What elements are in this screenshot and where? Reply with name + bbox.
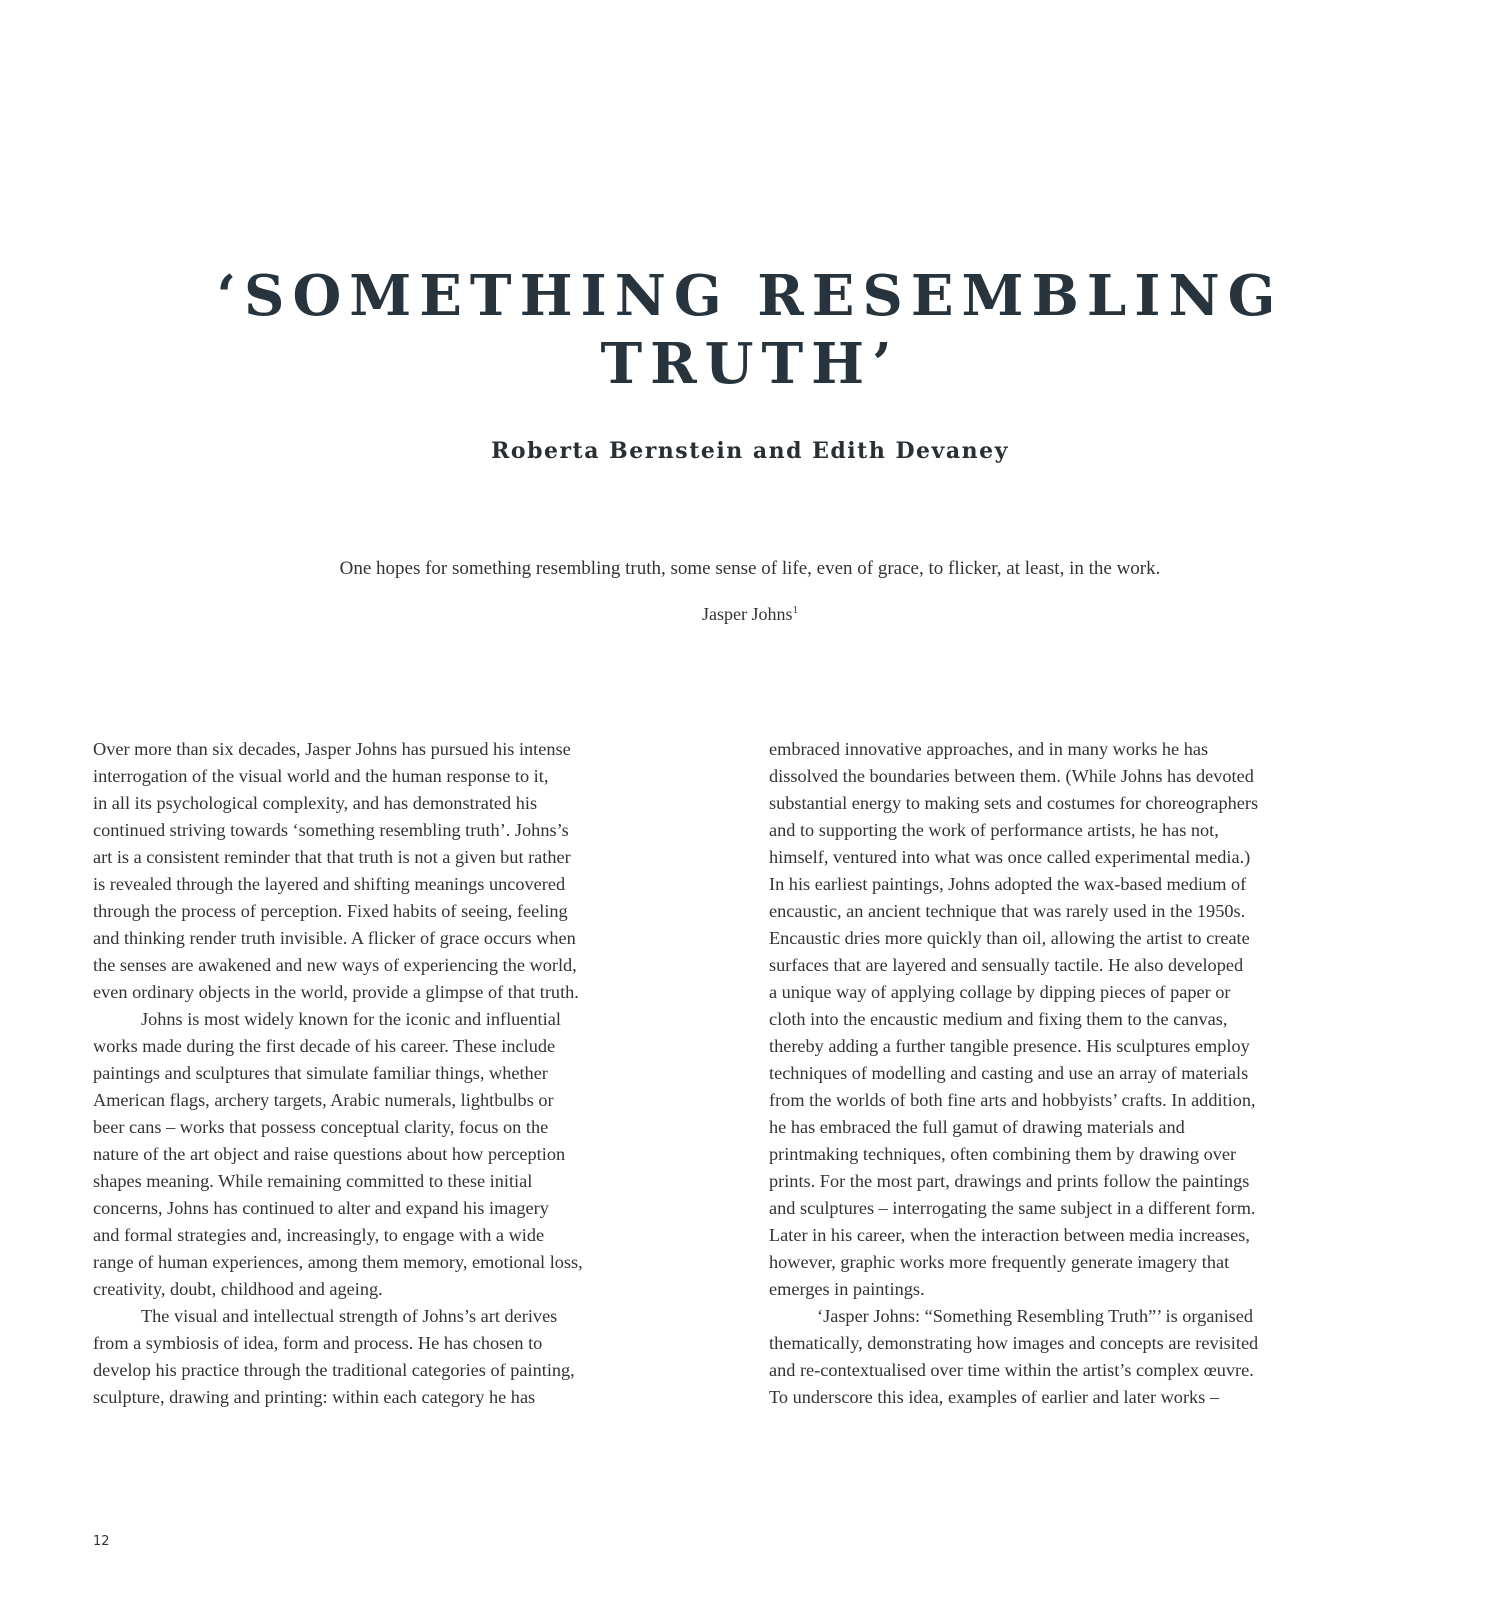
body-text-line: creativity, doubt, childhood and ageing. bbox=[93, 1279, 383, 1299]
body-text-line: even ordinary objects in the world, provide a glimpse of that truth. bbox=[93, 982, 579, 1002]
body-text-line: a unique way of applying collage by dipping pieces of paper or bbox=[769, 982, 1231, 1002]
body-text-line: Encaustic dries more quickly than oil, allowing the artist to create bbox=[769, 928, 1250, 948]
body-text-line: interrogation of the visual world and the human response to it, bbox=[93, 766, 549, 786]
body-text-line: himself, ventured into what was once called experimental media.) bbox=[769, 847, 1251, 867]
body-text-line: shapes meaning. While remaining committed to these initial bbox=[93, 1171, 533, 1191]
body-text-line: art is a consistent reminder that that truth is not a given but rather bbox=[93, 847, 571, 867]
epigraph-attribution bbox=[0, 604, 1500, 625]
body-text-line: printmaking techniques, often combining them by drawing over bbox=[769, 1144, 1237, 1164]
epigraph-attribution-name: Jasper Johns bbox=[702, 604, 793, 624]
body-text-line: from the worlds of both fine arts and hobbyists’ crafts. In addition, bbox=[769, 1090, 1256, 1110]
body-text-line: techniques of modelling and casting and use an array of materials bbox=[769, 1063, 1249, 1083]
body-text-line: beer cans – works that possess conceptual clarity, focus on the bbox=[93, 1117, 549, 1137]
body-text-line: thematically, demonstrating how images and concepts are revisited bbox=[769, 1333, 1259, 1353]
body-text-line: Later in his career, when the interaction between media increases, bbox=[769, 1225, 1250, 1245]
body-text-line: and sculptures – interrogating the same subject in a different form. bbox=[769, 1198, 1256, 1218]
body-text-line: surfaces that are layered and sensually tactile. He also developed bbox=[769, 955, 1244, 975]
body-text-line: cloth into the encaustic medium and fixing them to the canvas, bbox=[769, 1009, 1228, 1029]
body-text-line: and formal strategies and, increasingly, to engage with a wide bbox=[93, 1225, 545, 1245]
body-text-line: works made during the first decade of his career. These include bbox=[93, 1036, 556, 1056]
body-text-line: and to supporting the work of performance artists, he has not, bbox=[769, 820, 1219, 840]
body-text-line: Over more than six decades, Jasper Johns has pursued his intense bbox=[93, 739, 571, 759]
body-text-line: concerns, Johns has continued to alter and expand his imagery bbox=[93, 1198, 549, 1218]
body-text-line: substantial energy to making sets and costumes for choreographers bbox=[769, 793, 1259, 813]
body-text-line: in all its psychological complexity, and has demonstrated his bbox=[93, 793, 538, 813]
body-text-line: however, graphic works more frequently generate imagery that bbox=[769, 1252, 1230, 1272]
epigraph-quote: One hopes for something resembling truth, some sense of life, even of grace, to flicker, at least, in the work. bbox=[339, 558, 1161, 579]
body-text-line: American flags, archery targets, Arabic numerals, lightbulbs or bbox=[93, 1090, 554, 1110]
article-title-line-2: TRUTH’ bbox=[600, 331, 900, 397]
body-text-line: In his earliest paintings, Johns adopted the wax-based medium of bbox=[769, 874, 1247, 894]
body-text-line: continued striving towards ‘something resembling truth’. Johns’s bbox=[93, 820, 569, 840]
body-text-line: develop his practice through the traditional categories of painting, bbox=[93, 1360, 575, 1380]
footnote-ref: 1 bbox=[792, 604, 798, 616]
body-text-line: the senses are awakened and new ways of experiencing the world, bbox=[93, 955, 577, 975]
article-authors: Roberta Bernstein and Edith Devaney bbox=[491, 438, 1009, 464]
body-text-line: nature of the art object and raise questions about how perception bbox=[93, 1144, 566, 1164]
body-text-line: sculpture, drawing and printing: within each category he has bbox=[93, 1387, 536, 1407]
body-text-line: range of human experiences, among them memory, emotional loss, bbox=[93, 1252, 583, 1272]
page-number: 12 bbox=[93, 1534, 110, 1549]
body-text-line: and re-contextualised over time within the artist’s complex œuvre. bbox=[769, 1360, 1254, 1380]
body-column-left bbox=[93, 736, 693, 1411]
body-text-line: is revealed through the layered and shifting meanings uncovered bbox=[93, 874, 566, 894]
body-text-line: from a symbiosis of idea, form and process. He has chosen to bbox=[93, 1333, 543, 1353]
body-text-line: emerges in paintings. bbox=[769, 1279, 925, 1299]
body-text-line: Johns is most widely known for the iconic and influential bbox=[141, 1009, 561, 1029]
body-text-line: encaustic, an ancient technique that was rarely used in the 1950s. bbox=[769, 901, 1246, 921]
article-title bbox=[0, 262, 1500, 398]
article-title-line-1: ‘SOMETHING RESEMBLING bbox=[216, 263, 1284, 329]
body-text-line: dissolved the boundaries between them. (While Johns has devoted bbox=[769, 766, 1254, 786]
body-text-line: and thinking render truth invisible. A flicker of grace occurs when bbox=[93, 928, 576, 948]
body-text-line: The visual and intellectual strength of Johns’s art derives bbox=[141, 1306, 558, 1326]
body-text-line: prints. For the most part, drawings and prints follow the paintings bbox=[769, 1171, 1250, 1191]
body-text-line: To underscore this idea, examples of earlier and later works – bbox=[769, 1387, 1219, 1407]
body-text-line: thereby adding a further tangible presence. His sculptures employ bbox=[769, 1036, 1250, 1056]
body-text-line: he has embraced the full gamut of drawing materials and bbox=[769, 1117, 1185, 1137]
body-text-line: paintings and sculptures that simulate familiar things, whether bbox=[93, 1063, 548, 1083]
body-text-line: embraced innovative approaches, and in many works he has bbox=[769, 739, 1209, 759]
body-text-line: ‘Jasper Johns: “Something Resembling Truth”’ is organised bbox=[817, 1306, 1254, 1326]
body-column-right bbox=[769, 736, 1369, 1411]
body-text-line: through the process of perception. Fixed habits of seeing, feeling bbox=[93, 901, 568, 921]
